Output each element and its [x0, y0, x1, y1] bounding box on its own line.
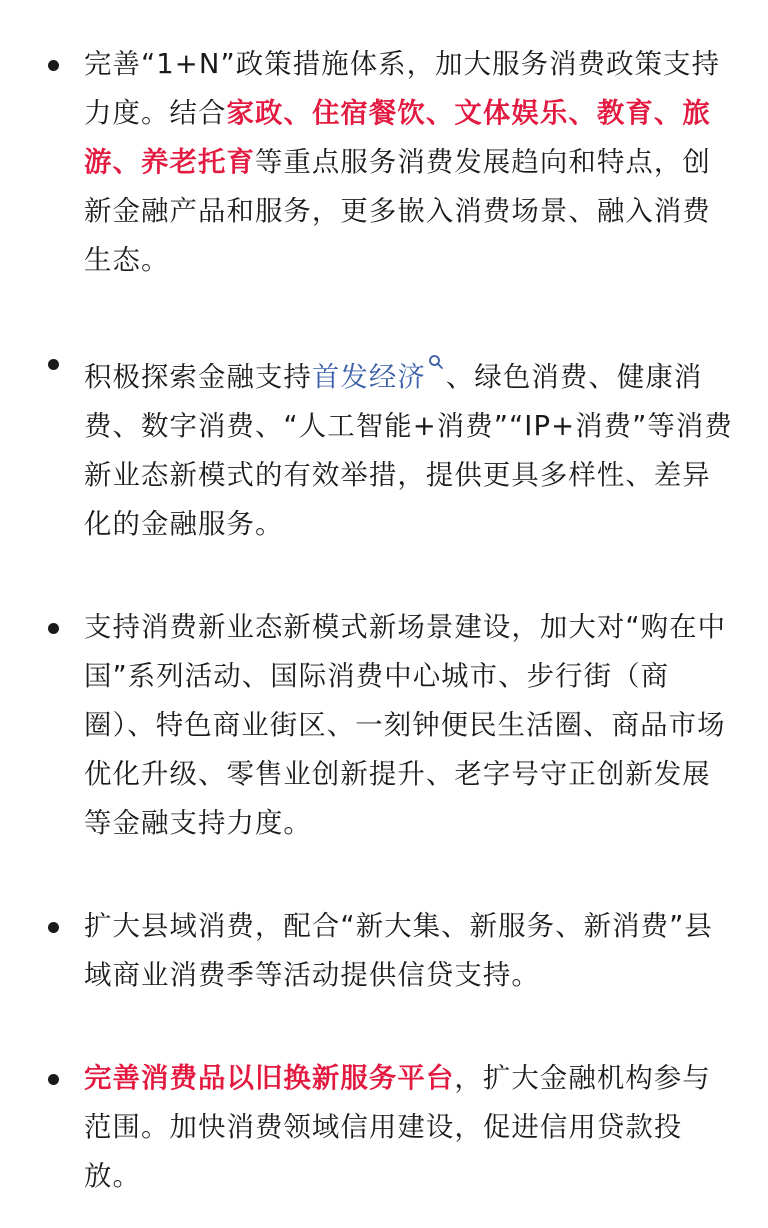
text-run: ，扩大金融机构参与范围。加快消费领域信用建设，促进信用贷款投放。: [84, 1063, 711, 1192]
list-item: [44, 1054, 738, 1201]
highlighted-text: 家政、住宿餐饮、文体娱乐、教育、旅游、养老托育: [84, 98, 711, 178]
text-run: 完善“1+N”政策措施体系，加大服务消费政策支持力度。结合: [84, 49, 721, 129]
text-run: 积极探索金融支持: [84, 362, 312, 393]
bullet-dot: [48, 922, 59, 933]
bullet-dot: [48, 359, 59, 370]
list-item: [44, 902, 738, 1000]
list-item: [44, 40, 738, 285]
bullet-dot: [48, 623, 59, 634]
bullet-dot: [48, 60, 59, 71]
list-item: [44, 339, 738, 549]
list-item: [44, 603, 738, 848]
text-run: 等重点服务消费发展趋向和特点，创新金融产品和服务，更多嵌入消费场景、融入消费生态。: [84, 147, 711, 276]
bullet-dot: [48, 1074, 59, 1085]
text-run: 支持消费新业态新模式新场景建设，加大对“购在中国”系列活动、国际消费中心城市、步行街（商圈）、特色商业街区、一刻钟便民生活圈、商品市场优化升级、零售业创新提升、老字号守正创新发展等金融支持力度。: [84, 612, 727, 839]
keyword-search-link[interactable]: 首发经济: [311, 362, 426, 393]
text-run: 扩大县域消费，配合“新大集、新服务、新消费”县域商业消费季等活动提供信贷支持。: [84, 911, 713, 991]
text-run: 、绿色消费、健康消费、数字消费、“人工智能+消费”“IP+消费”等消费新业态新模式的有效举措，提供更具多样性、差异化的金融服务。: [84, 362, 733, 540]
highlighted-text: 完善消费品以旧换新服务平台: [84, 1063, 455, 1094]
search-icon[interactable]: [428, 339, 444, 357]
